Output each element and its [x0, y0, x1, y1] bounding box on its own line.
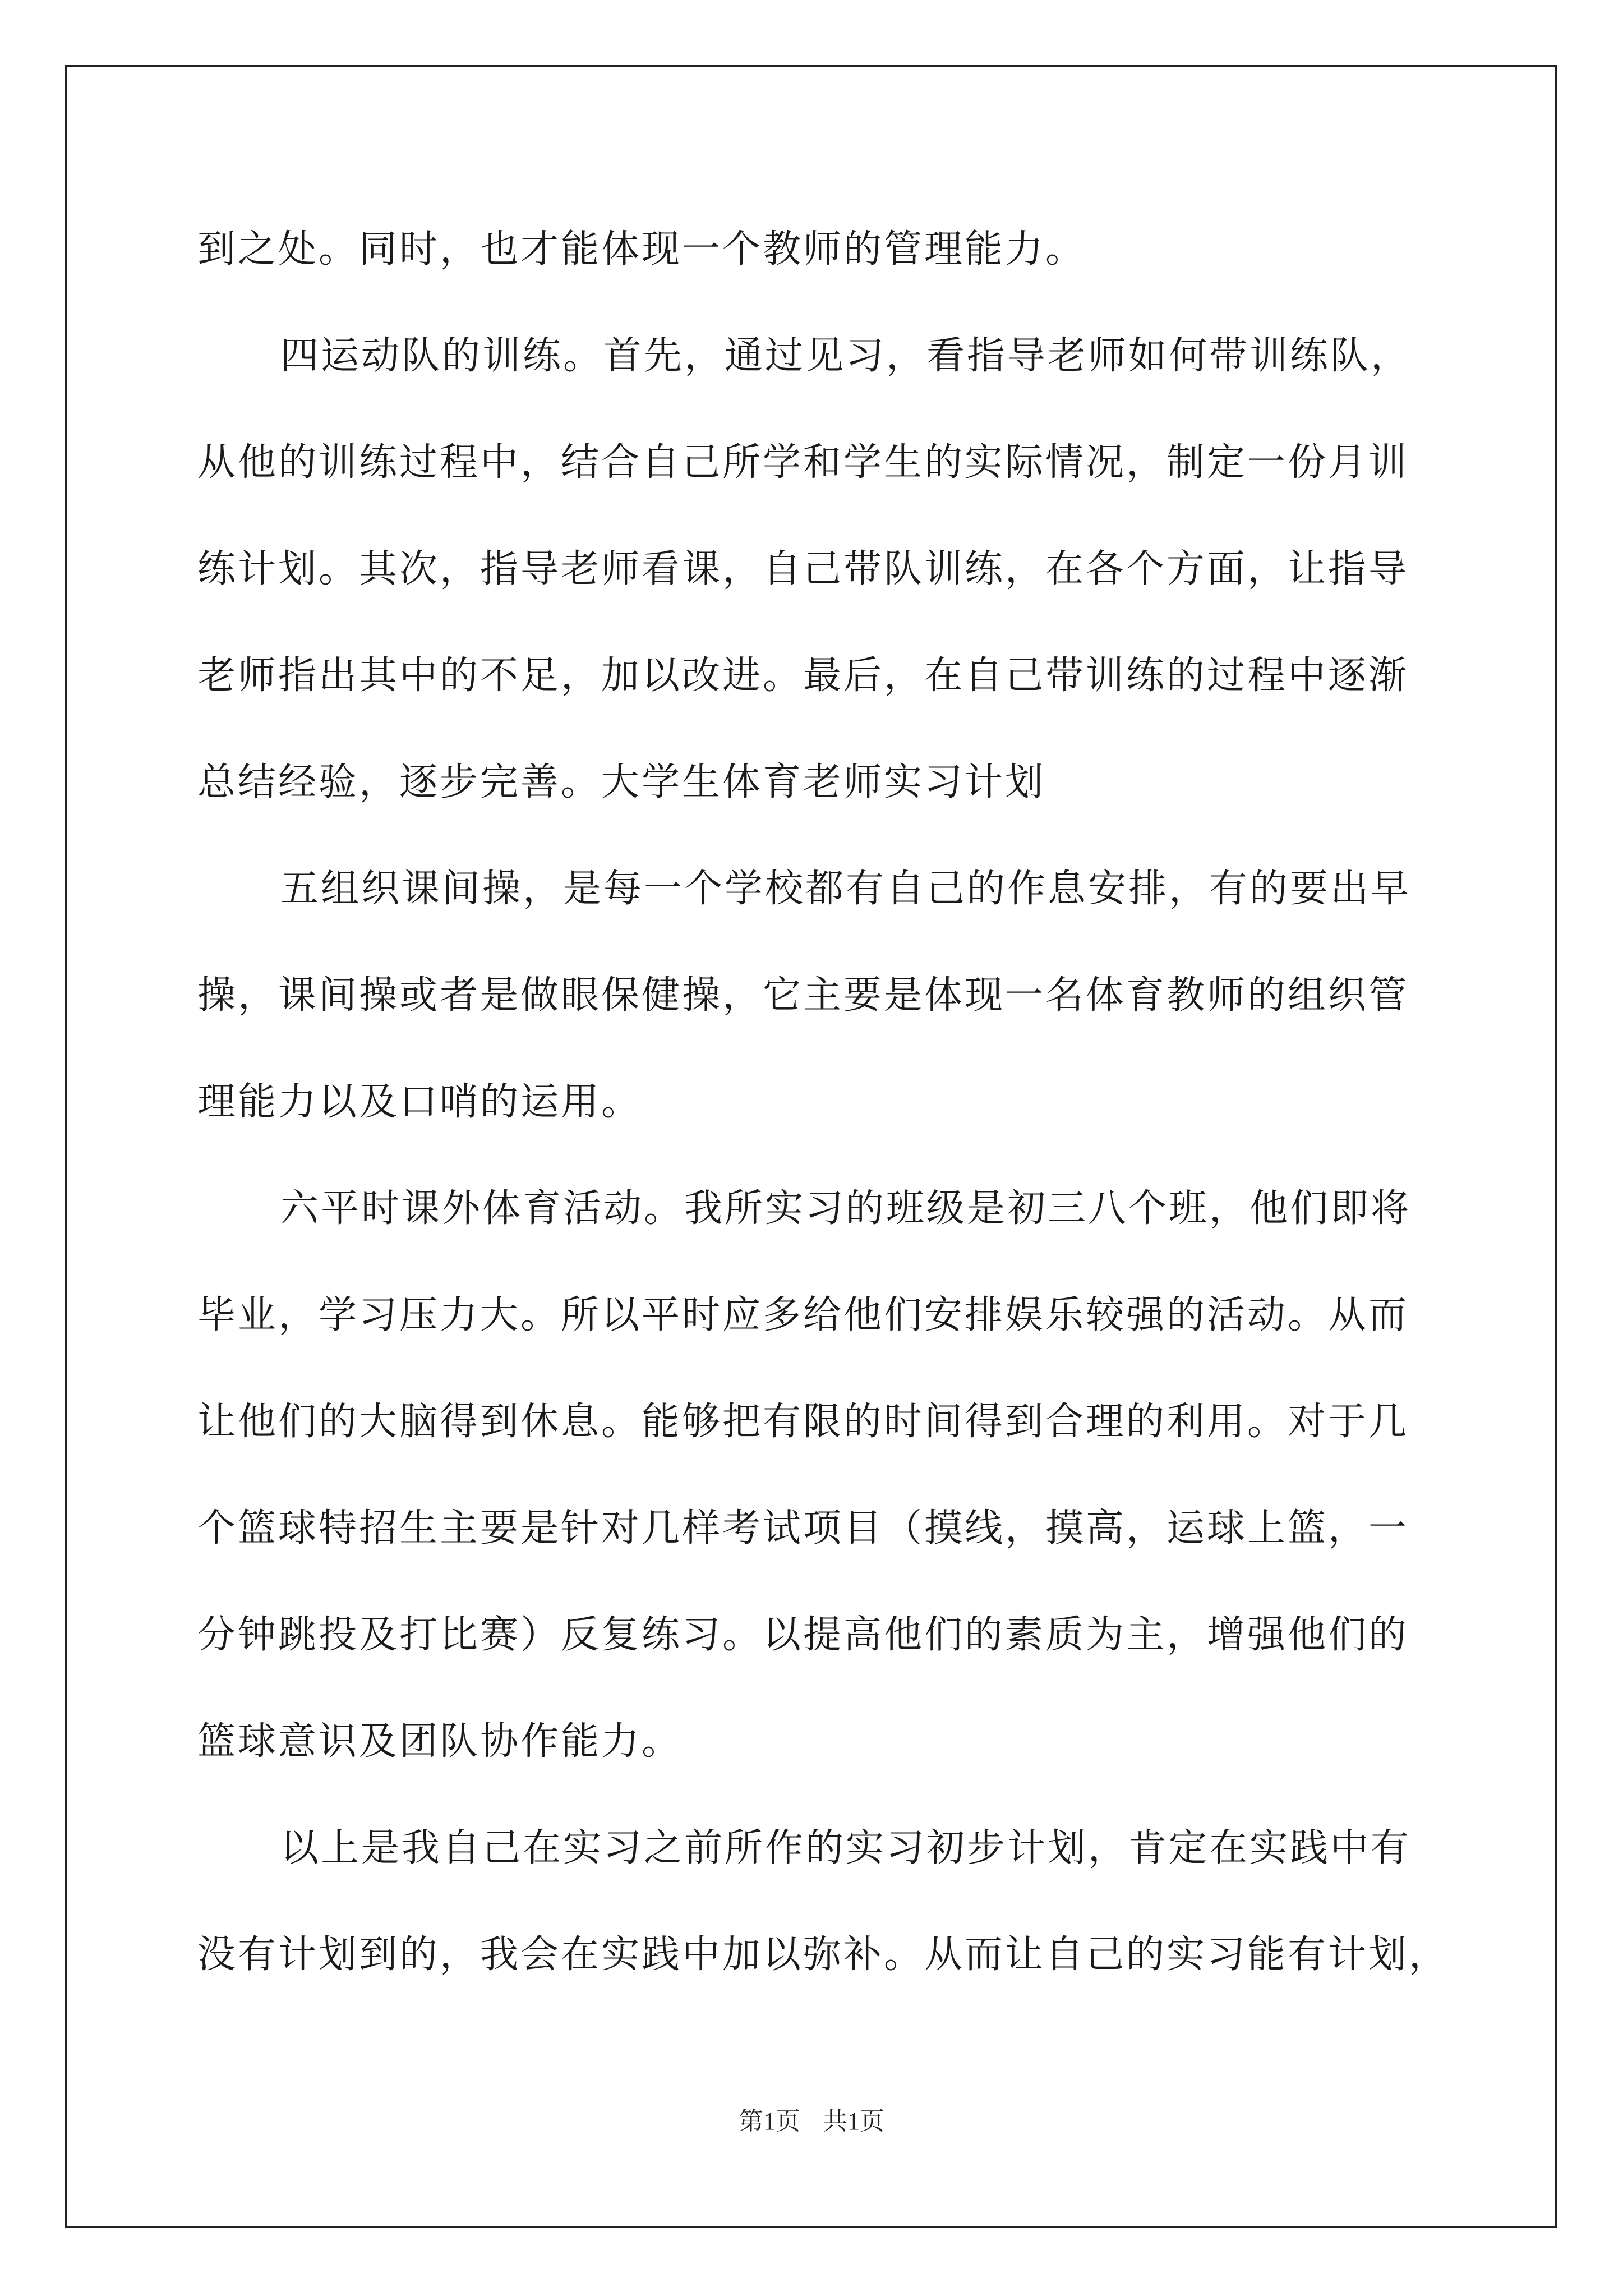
text-line: 毕业，学习压力大。所以平时应多给他们安排娱乐较强的活动。从而 — [197, 1293, 1409, 1337]
text-line: 练计划。其次，指导老师看课，自己带队训练，在各个方面，让指导 — [197, 547, 1409, 591]
text-line: 操，课间操或者是做眼保健操，它主要是体现一名体育教师的组织管 — [197, 973, 1409, 1018]
text-line: 没有计划到的，我会在实践中加以弥补。从而让自己的实习能有计划， — [197, 1932, 1450, 1977]
page-number: 第1页 — [739, 2108, 800, 2135]
text-line: 五组织课间操，是每一个学校都有自己的作息安排，有的要出早 — [280, 867, 1412, 911]
page-footer — [0, 2105, 1623, 2138]
text-line: 以上是我自己在实习之前所作的实习初步计划，肯定在实践中有 — [280, 1826, 1412, 1870]
text-line: 分钟跳投及打比赛）反复练习。以提高他们的素质为主，增强他们的 — [197, 1613, 1409, 1657]
text-line: 六平时课外体育活动。我所实习的班级是初三八个班，他们即将 — [280, 1186, 1412, 1231]
text-line: 篮球意识及团队协作能力。 — [197, 1719, 683, 1764]
text-line: 让他们的大脑得到休息。能够把有限的时间得到合理的利用。对于几 — [197, 1400, 1409, 1444]
text-line: 老师指出其中的不足，加以改进。最后，在自己带训练的过程中逐渐 — [197, 654, 1409, 698]
text-line: 总结经验，逐步完善。大学生体育老师实习计划 — [197, 760, 1046, 804]
document-body — [197, 196, 1450, 2008]
text-line: 四运动队的训练。首先，通过见习，看指导老师如何带训练队， — [280, 334, 1412, 378]
text-line: 从他的训练过程中，结合自己所学和学生的实际情况，制定一份月训 — [197, 440, 1409, 485]
page-total: 共1页 — [823, 2108, 884, 2135]
text-line: 个篮球特招生主要是针对几样考试项目（摸线，摸高，运球上篮，一 — [197, 1506, 1409, 1550]
text-line: 到之处。同时，也才能体现一个教师的管理能力。 — [197, 227, 1086, 272]
text-line: 理能力以及口哨的运用。 — [197, 1080, 642, 1124]
